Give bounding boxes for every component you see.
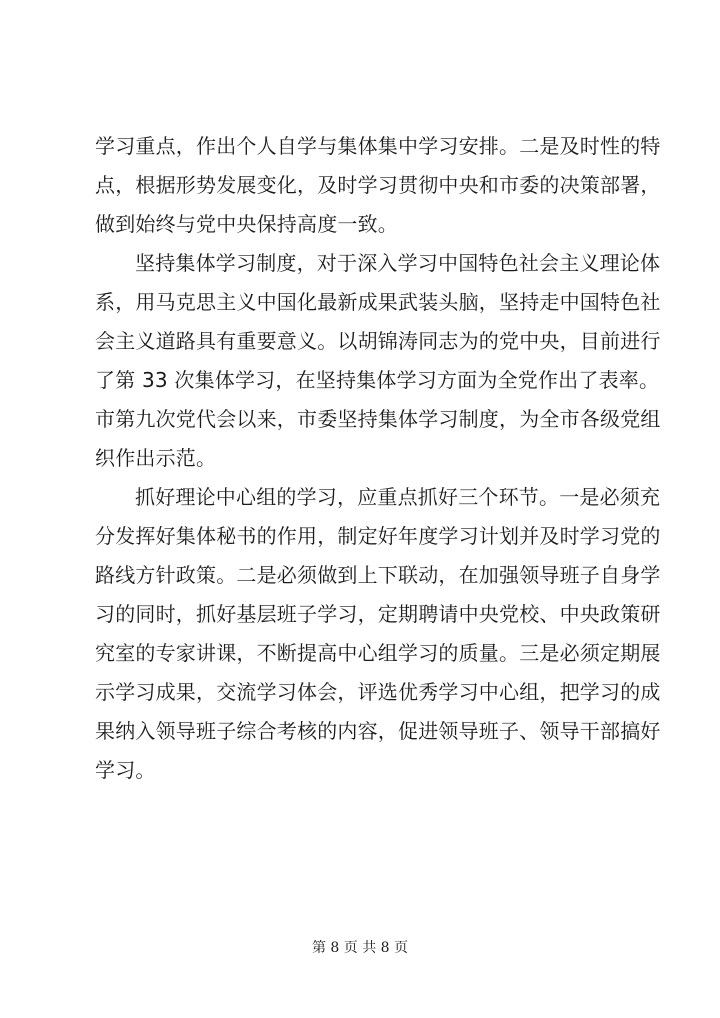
page-number-footer: 第 8 页 共 8 页 xyxy=(311,940,409,956)
paragraph-2-line-2: 系，用马克思主义中国化最新成果武装头脑，坚持走中国特色社 xyxy=(95,290,661,314)
body-text xyxy=(95,127,661,790)
paragraph-3-line-3: 路线方针政策。二是必须做到上下联动，在加强领导班子自身学 xyxy=(95,563,661,587)
paragraph-2-line-6: 织作出示范。 xyxy=(95,446,217,470)
paragraph-3-line-7: 果纳入领导班子综合考核的内容，促进领导班子、领导干部搞好 xyxy=(95,719,661,743)
paragraph-3-line-8: 学习。 xyxy=(95,758,156,782)
paragraph-3-line-2: 分发挥好集体秘书的作用，制定好年度学习计划并及时学习党的 xyxy=(95,524,661,548)
paragraph-2-line-5: 市第九次党代会以来，市委坚持集体学习制度，为全市各级党组 xyxy=(95,407,661,431)
paragraph-2-line-4: 了第 33 次集体学习，在坚持集体学习方面为全党作出了表率。 xyxy=(95,368,660,392)
paragraph-2-line-1: 坚持集体学习制度，对于深入学习中国特色社会主义理论体 xyxy=(135,251,661,275)
paragraph-3-line-5: 究室的专家讲课，不断提高中心组学习的质量。三是必须定期展 xyxy=(95,641,661,665)
paragraph-2-line-3: 会主义道路具有重要意义。以胡锦涛同志为的党中央，目前进行 xyxy=(95,329,661,353)
paragraph-1-line-2: 点，根据形势发展变化，及时学习贯彻中央和市委的决策部署， xyxy=(95,173,661,197)
paragraph-3-line-6: 示学习成果，交流学习体会，评选优秀学习中心组，把学习的成 xyxy=(95,680,661,704)
paragraph-3-line-4: 习的同时，抓好基层班子学习，定期聘请中央党校、中央政策研 xyxy=(95,602,661,626)
paragraph-1-line-3: 做到始终与党中央保持高度一致。 xyxy=(95,212,398,236)
paragraph-1-line-1: 学习重点，作出个人自学与集体集中学习安排。二是及时性的特 xyxy=(95,134,661,158)
paragraph-3-line-1: 抓好理论中心组的学习，应重点抓好三个环节。一是必须充 xyxy=(135,485,661,509)
